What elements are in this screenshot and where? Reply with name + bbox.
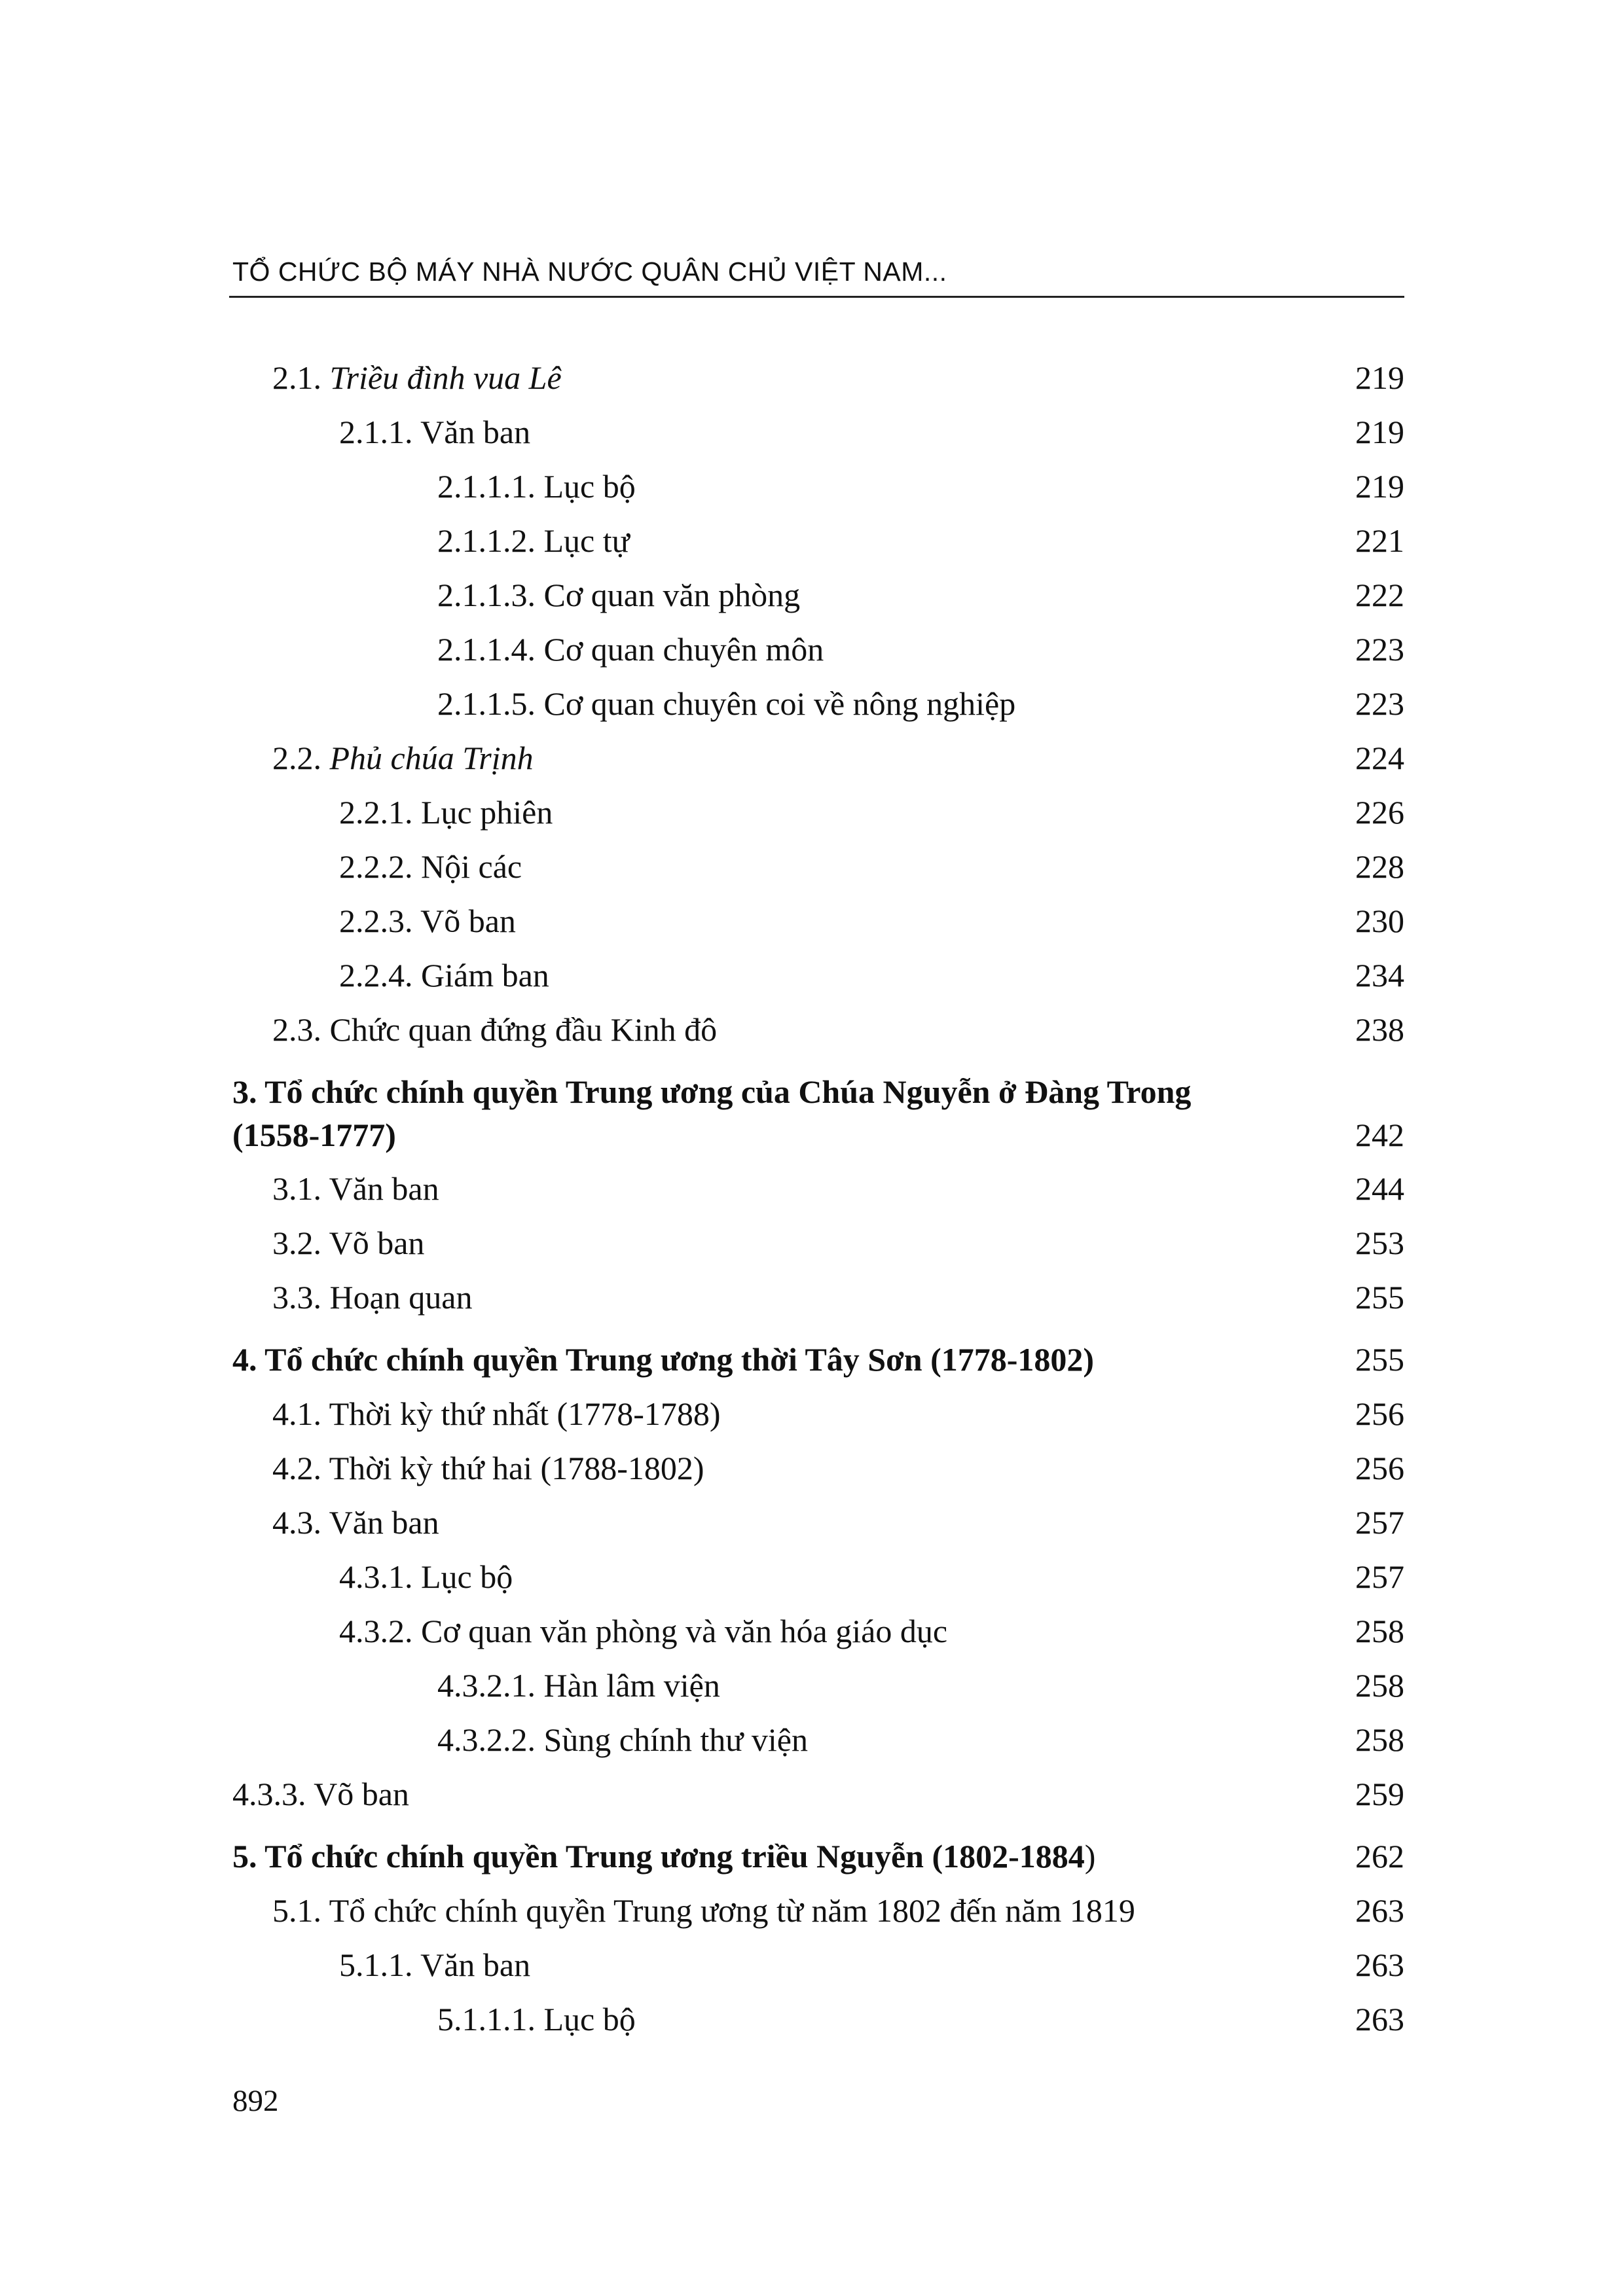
toc-entry-page: 219 [1355,359,1404,396]
toc-entry-page: 234 [1355,957,1404,994]
toc-entry-page: 223 [1355,685,1404,722]
toc-entry-page: 256 [1355,1450,1404,1486]
toc-entry-page: 219 [1355,414,1404,450]
toc-entry[interactable] [232,1011,1404,1065]
toc-entry[interactable] [232,685,1404,739]
toc-entry-page: 263 [1355,1892,1404,1929]
toc-entry-page: 228 [1355,848,1404,885]
toc-entry-title: 4.3.1. Lục bộ [339,1558,513,1595]
toc-entry[interactable] [232,1224,1404,1278]
toc-entry-title: 5.1.1.1. Lục bộ [437,2001,636,2037]
table-of-contents [232,359,1404,2054]
toc-entry-title: 2.1.1.2. Lục tự [437,522,630,559]
toc-entry-title: 4.3.2.1. Hàn lâm viện [437,1667,720,1704]
toc-entry-page: 255 [1355,1279,1404,1316]
toc-entry-title: 2.2. Phủ chúa Trịnh [272,740,534,776]
toc-entry-page: 255 [1355,1341,1404,1378]
toc-section-heading[interactable] [232,1073,1404,1170]
toc-entry-title: 2.1.1.3. Cơ quan văn phòng [437,577,801,613]
toc-entry-title: 2.2.4. Giám ban [339,957,549,994]
toc-entry[interactable] [232,359,1404,413]
toc-entry-title: 3.2. Võ ban [272,1225,425,1261]
toc-entry-title: 4.3.2.2. Sùng chính thư viện [437,1721,808,1758]
toc-entry-page: 257 [1355,1558,1404,1595]
toc-entry-title: 4.3.3. Võ ban [232,1776,409,1812]
toc-entry-page: 230 [1355,903,1404,939]
toc-entry-page: 224 [1355,740,1404,776]
toc-entry-title: 2.2.2. Nội các [339,848,522,885]
toc-entry-page: 221 [1355,522,1404,559]
toc-entry[interactable] [232,739,1404,793]
toc-section-heading[interactable] [232,1340,1404,1395]
toc-entry[interactable] [232,1721,1404,1775]
toc-entry-title: 3.1. Văn ban [272,1170,439,1207]
toc-entry[interactable] [232,848,1404,902]
toc-entry-page: 258 [1355,1613,1404,1649]
toc-entry-title: 3.3. Hoạn quan [272,1279,473,1316]
toc-entry-title: 2.1.1.5. Cơ quan chuyên coi về nông nghiệp [437,685,1016,722]
toc-entry-title: 4.3. Văn ban [272,1504,439,1541]
toc-entry[interactable] [232,1278,1404,1333]
toc-entry[interactable] [232,1558,1404,1612]
toc-entry[interactable] [232,1395,1404,1449]
toc-entry-title: 3. Tổ chức chính quyền Trung ương của Chúa Nguyễn ở Đàng Trong (1558-1777) [232,1073,1192,1153]
toc-section-heading[interactable] [232,1837,1404,1892]
toc-entry[interactable] [232,1449,1404,1503]
toc-entry-page: 262 [1355,1838,1404,1874]
toc-entry-page: 258 [1355,1667,1404,1704]
toc-entry[interactable] [232,413,1404,467]
toc-entry-page: 223 [1355,631,1404,668]
toc-entry-title: 2.1.1.4. Cơ quan chuyên môn [437,631,824,668]
toc-entry-title: 2.1. Triều đình vua Lê [272,359,562,396]
toc-entry-title: 4.3.2. Cơ quan văn phòng và văn hóa giáo dục [339,1613,948,1649]
toc-entry-page: 226 [1355,794,1404,831]
toc-entry-page: 253 [1355,1225,1404,1261]
toc-entry[interactable] [232,1775,1404,1829]
toc-entry-title: 5. Tổ chức chính quyền Trung ương triều Nguyễn (1802-1884) [232,1838,1096,1874]
toc-entry-page: 242 [1355,1117,1404,1153]
toc-entry[interactable] [232,1503,1404,1558]
toc-entry-title: 5.1. Tổ chức chính quyền Trung ương từ năm 1802 đến năm 1819 [272,1892,1135,1929]
toc-entry-page: 257 [1355,1504,1404,1541]
toc-entry-title: 4.2. Thời kỳ thứ hai (1788-1802) [272,1450,704,1486]
toc-entry[interactable] [232,1612,1404,1666]
toc-entry-page: 256 [1355,1395,1404,1432]
toc-entry-page: 222 [1355,577,1404,613]
toc-entry-title: 4.1. Thời kỳ thứ nhất (1778-1788) [272,1395,721,1432]
toc-entry-title: 2.2.1. Lục phiên [339,794,553,831]
toc-entry-page: 263 [1355,2001,1404,2037]
toc-entry-title: 2.3. Chức quan đứng đầu Kinh đô [272,1011,718,1048]
toc-entry-page: 244 [1355,1170,1404,1207]
running-header: TỔ CHỨC BỘ MÁY NHÀ NƯỚC QUÂN CHỦ VIỆT NAM... [232,257,947,287]
page-number: 892 [232,2084,279,2118]
toc-entry[interactable] [232,2000,1404,2054]
toc-entry[interactable] [232,522,1404,576]
header-rule [229,296,1404,298]
toc-entry-title: 5.1.1. Văn ban [339,1946,531,1983]
toc-entry[interactable] [232,793,1404,848]
toc-entry[interactable] [232,956,1404,1011]
toc-entry-page: 258 [1355,1721,1404,1758]
toc-entry[interactable] [232,630,1404,685]
toc-entry[interactable] [232,1892,1404,1946]
toc-entry[interactable] [232,576,1404,630]
toc-entry[interactable] [232,1666,1404,1721]
toc-entry-page: 219 [1355,468,1404,505]
toc-entry-title: 2.1.1. Văn ban [339,414,531,450]
toc-entry[interactable] [232,467,1404,522]
toc-entry-page: 263 [1355,1946,1404,1983]
toc-entry-title: 2.1.1.1. Lục bộ [437,468,636,505]
toc-entry-page: 238 [1355,1011,1404,1048]
toc-entry[interactable] [232,1946,1404,2000]
toc-entry[interactable] [232,902,1404,956]
toc-entry[interactable] [232,1170,1404,1224]
toc-entry-title: 4. Tổ chức chính quyền Trung ương thời Tây Sơn (1778-1802) [232,1341,1095,1378]
toc-entry-page: 259 [1355,1776,1404,1812]
toc-entry-title: 2.2.3. Võ ban [339,903,516,939]
